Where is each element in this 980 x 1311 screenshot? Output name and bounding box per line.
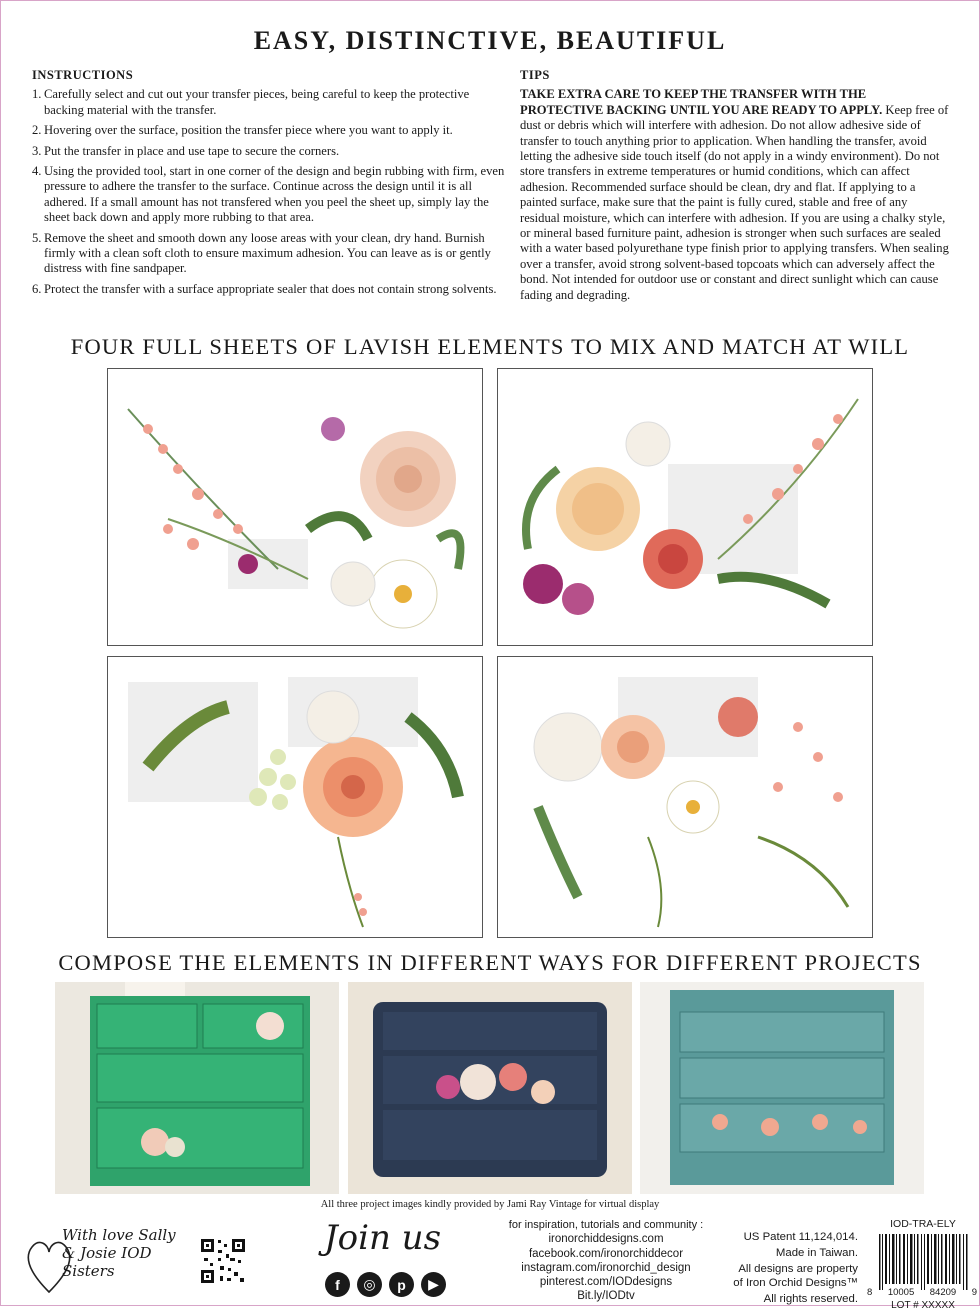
teal-dresser-image	[640, 982, 924, 1194]
link-pinterest[interactable]: pinterest.com/IODdesigns	[539, 1276, 673, 1289]
tips-body: Keep free of dust or debris which will interfere with adhesion. Do not allow adhesive side of transfer to touch anything prior to application. When handling the transfer, avoid letting the adhesive side touch itself (do not apply in a windy environment). Do not store transfers in extreme temperatures or humid conditions, which can affect adhesion. Recommended surface should be clean, dry and flat. If applying to a painted surface, make sure that the paint is fully cured, stable and free of any residual moisture, which can interfere with adhesion. If you are using a chalky style, or mineral based furniture paint, adhesion is stronger when such surfaces are sealed with a water based polyurethane type finish prior to applying transfers. When sealing over a transfer, avoid strong solvent-based topcoats which can adversely affect the bond. Not intended for outdoor use or constant and direct sunlight which can cause fading and degrading.	[520, 102, 949, 302]
photo-credit: All three project images kindly provided by Jami Ray Vintage for virtual display	[320, 1199, 660, 1210]
legal-info	[728, 1230, 858, 1308]
sku-code: IOD-TRA-ELY	[890, 1218, 956, 1230]
instruction-step	[32, 282, 512, 297]
barcode-digit: 8	[867, 1287, 873, 1298]
links-intro: for inspiration, tutorials and community :	[508, 1219, 704, 1231]
instructions-section	[32, 68, 512, 302]
instruction-step	[32, 87, 512, 118]
barcode-digit: 9	[971, 1287, 977, 1298]
sheets-title: FOUR FULL SHEETS OF LAVISH ELEMENTS TO MIX AND MATCH AT WILL	[70, 334, 910, 359]
instructions-list	[32, 87, 512, 297]
community-links	[496, 1218, 716, 1304]
project-photo-navy-dresser	[348, 982, 632, 1194]
tips-text	[520, 87, 950, 303]
join-us-text: Join us	[324, 1218, 442, 1258]
barcode-digit: 10005	[887, 1287, 915, 1298]
signature	[24, 1222, 184, 1302]
floral-illustration-2	[498, 369, 872, 645]
step-number: 2.	[32, 123, 42, 138]
instruction-step	[32, 123, 512, 138]
instruction-step	[32, 144, 512, 159]
signature-text: With love Sally & Josie IOD Sisters	[62, 1226, 176, 1280]
instagram-icon[interactable]: ◎	[357, 1272, 382, 1297]
link-instagram[interactable]: instagram.com/ironorchid_design	[521, 1261, 691, 1274]
transfer-sheet-2	[497, 368, 873, 646]
link-website[interactable]: ironorchiddesigns.com	[548, 1233, 664, 1246]
footer	[0, 1214, 980, 1311]
floral-illustration-1	[108, 369, 482, 645]
property-text: All designs are property of Iron Orchid Designs™	[733, 1263, 858, 1289]
instructions-heading: INSTRUCTIONS	[32, 68, 134, 82]
barcode-digit: 84209	[929, 1287, 957, 1298]
tips-bold-lead: TAKE EXTRA CARE TO KEEP THE TRANSFER WITH THE PROTECTIVE BACKING UNTIL YOU ARE READY TO APPLY.	[520, 87, 883, 117]
navy-dresser-image	[348, 982, 632, 1194]
rights-text: All rights reserved.	[763, 1293, 858, 1305]
barcode-digits	[867, 1287, 977, 1298]
tips-heading: TIPS	[520, 68, 550, 82]
step-number: 4.	[32, 164, 42, 179]
step-text: Carefully select and cut out your transfer pieces, being careful to keep the protective backing material with the transfer.	[44, 87, 470, 117]
made-in-text: Made in Taiwan.	[775, 1247, 858, 1259]
instruction-step	[32, 231, 512, 277]
step-number: 3.	[32, 143, 42, 158]
transfer-sheet-1	[107, 368, 483, 646]
step-text: Using the provided tool, start in one corner of the design and begin rubbing with firm, even pressure to adhere the transfer to the surface. Continue across the design until it is all adhered. If a small amount has not transfered when you peel the sheet up, simply lay the sheet back down and apply more rubbing to that area.	[44, 164, 505, 225]
qr-code-icon[interactable]	[200, 1238, 246, 1284]
step-text: Protect the transfer with a surface appropriate sealer that does not contain strong solvents.	[44, 281, 497, 296]
step-text: Put the transfer in place and use tape to secure the corners.	[44, 143, 340, 158]
join-us-block	[300, 1216, 470, 1304]
step-number: 6.	[32, 281, 42, 296]
page-title: EASY, DISTINCTIVE, BEAUTIFUL	[253, 26, 727, 55]
pinterest-icon[interactable]: p	[389, 1272, 414, 1297]
social-icons	[325, 1272, 446, 1297]
green-dresser-image	[55, 982, 339, 1194]
tips-section	[520, 68, 950, 303]
step-number: 5.	[32, 230, 42, 245]
transfer-sheet-3	[107, 656, 483, 938]
step-text: Remove the sheet and smooth down any loose areas with your clean, dry hand. Burnish firmly with a clean soft cloth to ensure maximum adhesion. You can leave as is or gently distress with fine sandpaper.	[44, 230, 491, 276]
floral-illustration-4	[498, 657, 872, 937]
lot-number: LOT # XXXXX	[891, 1300, 955, 1311]
project-photo-teal-dresser	[640, 982, 924, 1194]
step-text: Hovering over the surface, position the transfer piece where you want to apply it.	[44, 123, 453, 138]
project-photo-green-dresser	[55, 982, 339, 1194]
link-facebook[interactable]: facebook.com/ironorchiddecor	[528, 1247, 684, 1260]
patent-text: US Patent 11,124,014.	[743, 1231, 858, 1243]
youtube-icon[interactable]: ▶	[421, 1272, 446, 1297]
transfer-sheet-4	[497, 656, 873, 938]
facebook-icon[interactable]: f	[325, 1272, 350, 1297]
barcode-icon	[873, 1234, 973, 1290]
link-youtube[interactable]: Bit.ly/IODtv	[577, 1290, 635, 1303]
step-number: 1.	[32, 87, 42, 102]
compose-title: COMPOSE THE ELEMENTS IN DIFFERENT WAYS FOR DIFFERENT PROJECTS	[58, 950, 922, 975]
floral-illustration-3	[108, 657, 482, 937]
instruction-step	[32, 164, 512, 226]
